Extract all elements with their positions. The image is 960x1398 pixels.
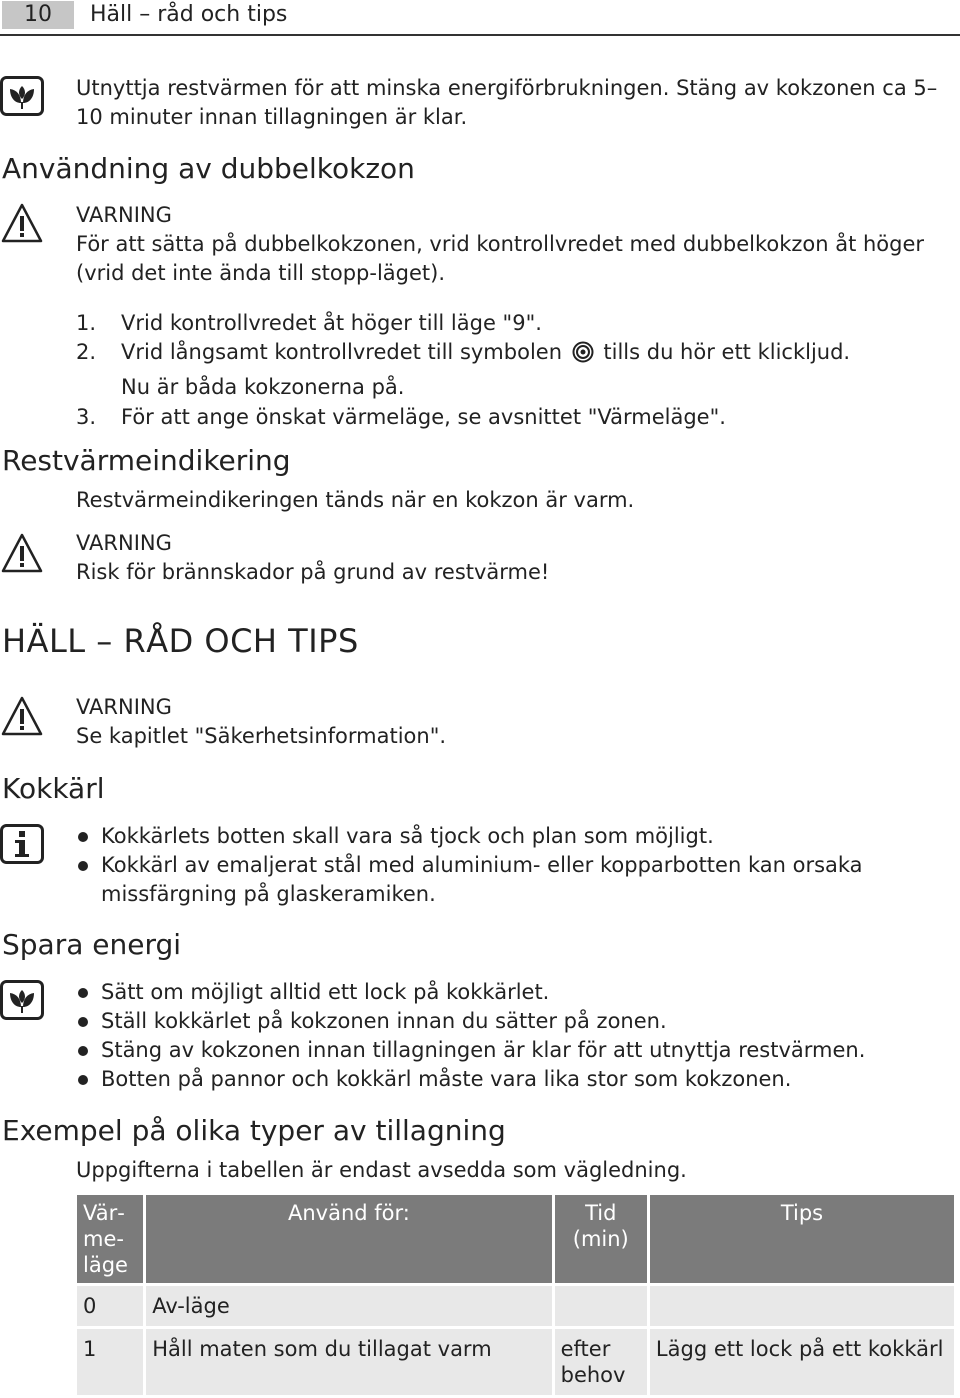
intro-tip-text: Utnyttja restvärmen för att minska energiförbrukningen. Stäng av kokzonen ca 5–10 minuter innan tillagningen är klar. [76,76,938,129]
energy-heading: Spara energi [2,928,182,961]
residual-warning-text: Risk för brännskador på grund av restvärme! [76,560,550,584]
main-warning-text: Se kapitlet "Säkerhetsinformation". [76,724,447,748]
step-2-note: Nu är båda kokzonerna på. [121,375,405,399]
table-cell: Håll maten som du tillagat varm [146,1329,551,1395]
table-cell: 1 [77,1329,143,1395]
warning-triangle-icon [0,532,44,578]
list-item: Stäng av kokzonen innan tillagningen är klar för att utnyttja restvärmen. [76,1036,956,1065]
dual-zone-warning-text: För att sätta på dubbelkokzonen, vrid kontrollvredet med dubbelkokzon åt höger (vrid det inte ända till stopp-läget). [76,232,925,285]
header-title: Häll – råd och tips [90,2,288,27]
table-row [77,1286,954,1326]
table-cell [555,1286,647,1326]
table-cell: Av-läge [146,1286,551,1326]
examples-heading: Exempel på olika typer av tillagning [2,1114,506,1147]
col-tips: Tips [650,1195,954,1283]
step-number-1: 1. [76,311,97,335]
examples-note: Uppgifterna i tabellen är endast avsedda som vägledning. [76,1158,687,1182]
col-use-for: Använd för: [146,1195,551,1283]
cooking-table [74,1192,957,1398]
table-cell [650,1286,954,1326]
cookware-heading: Kokkärl [2,772,105,805]
step-3-text: För att ange önskat värmeläge, se avsnittet "Värmeläge". [121,405,726,429]
table-cell: efter behov [555,1329,647,1395]
step-number-2: 2. [76,340,97,364]
dual-zone-heading: Användning av dubbelkokzon [2,152,415,185]
col-time: Tid (min) [555,1195,647,1283]
col-heat-setting: Värmeläge [77,1195,143,1283]
list-item: Sätt om möjligt alltid ett lock på kokkärlet. [76,978,956,1007]
residual-warning-label: VARNING [76,531,172,555]
leaf-eco-icon [0,76,44,120]
warning-triangle-icon [0,202,44,248]
table-cell: 0 [77,1286,143,1326]
list-item: Ställ kokkärlet på kokzonen innan du sätter på zonen. [76,1007,956,1036]
residual-text: Restvärmeindikeringen tänds när en kokzon är varm. [76,488,635,512]
table-row [77,1329,954,1395]
step-2-text-before: Vrid långsamt kontrollvredet till symbolen [121,340,563,364]
page-header [0,0,960,36]
dual-zone-warning-label: VARNING [76,203,172,227]
residual-heading: Restvärmeindikering [2,444,291,477]
list-item: Kokkärl av emaljerat stål med aluminium- eller kopparbotten kan orsaka missfärgning på glaskeramiken. [76,851,956,909]
warning-triangle-icon [0,695,44,741]
table-header-row [77,1195,954,1283]
dual-zone-symbol-icon [572,341,594,371]
step-2-text-after: tills du hör ett klickljud. [603,340,851,364]
info-icon [0,824,44,868]
step-2-text [121,338,850,371]
list-item: Kokkärlets botten skall vara så tjock och plan som möjligt. [76,822,956,851]
main-heading: HÄLL – RÅD OCH TIPS [2,622,359,660]
table-cell: Lägg ett lock på ett kokkärl [650,1329,954,1395]
leaf-eco-icon [0,980,44,1024]
step-1-text: Vrid kontrollvredet åt höger till läge "9". [121,311,542,335]
step-number-3: 3. [76,405,97,429]
main-warning-label: VARNING [76,695,172,719]
page-number: 10 [2,1,74,29]
list-item: Botten på pannor och kokkärl måste vara lika stor som kokzonen. [76,1065,956,1094]
